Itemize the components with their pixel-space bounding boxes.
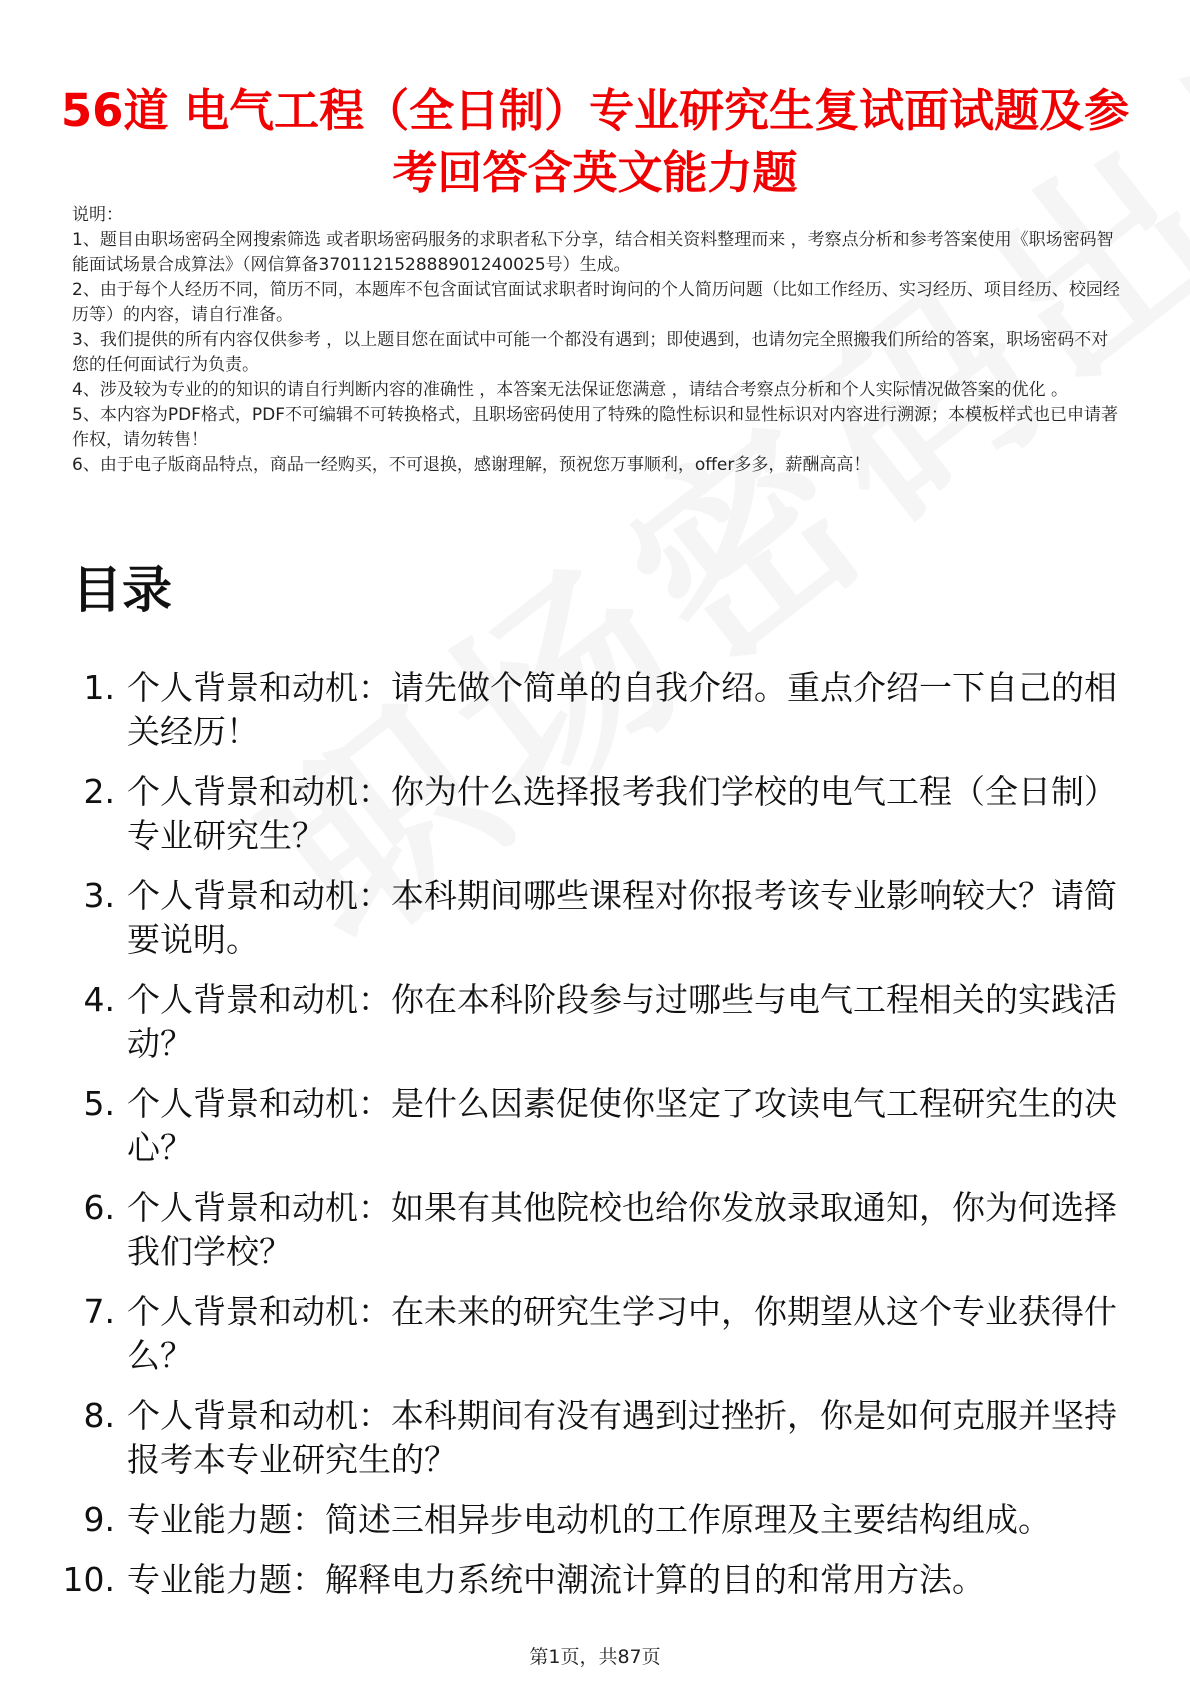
toc-item-text: 个人背景和动机：本科期间哪些课程对你报考该专业影响较大？请简要说明。 (127, 876, 1117, 959)
toc-item[interactable] (60, 978, 1120, 1066)
toc-item[interactable] (60, 1290, 1120, 1378)
toc-item-number: 8. (83, 1396, 115, 1435)
toc-item[interactable] (60, 1498, 1120, 1542)
toc-list (60, 666, 1120, 1618)
toc-item-text: 个人背景和动机：在未来的研究生学习中，你期望从这个专业获得什么？ (127, 1292, 1117, 1375)
note-item: 5、本内容为PDF格式，PDF不可编辑不可转换格式，且职场密码使用了特殊的隐性标识和显性标识对内容进行溯源；本模板样式也已申请著作权，请勿转售！ (72, 405, 1119, 450)
notes-section (72, 203, 1122, 478)
toc-item[interactable] (60, 1082, 1120, 1170)
note-item: 3、我们提供的所有内容仅供参考 ，以上题目您在面试中可能一个都没有遇到；即使遇到，也请勿完全照搬我们所给的答案，职场密码不对您的任何面试行为负责。 (72, 330, 1109, 375)
document-title: 56道 电气工程（全日制）专业研究生复试面试题及参考回答含英文能力题 (60, 84, 1130, 200)
toc-item-number: 10. (62, 1560, 115, 1599)
toc-item-text: 个人背景和动机：如果有其他院校也给你发放录取通知，你为何选择我们学校？ (127, 1188, 1117, 1271)
toc-item-text: 个人背景和动机：你在本科阶段参与过哪些与电气工程相关的实践活动？ (127, 980, 1117, 1063)
toc-item-text: 专业能力题：简述三相异步电动机的工作原理及主要结构组成。 (127, 1500, 1051, 1539)
page-footer: 第1页，共87页 (529, 1646, 661, 1668)
toc-item-text: 个人背景和动机：本科期间有没有遇到过挫折，你是如何克服并坚持报考本专业研究生的？ (127, 1396, 1117, 1479)
toc-item[interactable] (60, 666, 1120, 754)
toc-item-number: 2. (83, 772, 115, 811)
toc-heading: 目录 (72, 561, 172, 619)
toc-item[interactable] (60, 874, 1120, 962)
note-item: 4、涉及较为专业的的知识的请自行判断内容的准确性 ，本答案无法保证您满意 ，请结合考察点分析和个人实际情况做答案的优化 。 (72, 380, 1069, 400)
toc-item-number: 1. (83, 668, 115, 707)
note-item: 6、由于电子版商品特点，商品一经购买，不可退换，感谢理解，预祝您万事顺利，offer多多，薪酬高高！ (72, 455, 871, 475)
toc-item-number: 9. (83, 1500, 115, 1539)
toc-item[interactable] (60, 1558, 1120, 1602)
toc-item-number: 5. (83, 1084, 115, 1123)
toc-item-text: 个人背景和动机：你为什么选择报考我们学校的电气工程（全日制）专业研究生？ (127, 772, 1117, 855)
toc-item[interactable] (60, 1186, 1120, 1274)
notes-heading: 说明： (72, 205, 123, 225)
toc-item-number: 3. (83, 876, 115, 915)
toc-item-text: 专业能力题：解释电力系统中潮流计算的目的和常用方法。 (127, 1560, 985, 1599)
toc-item[interactable] (60, 770, 1120, 858)
toc-item-number: 4. (83, 980, 115, 1019)
toc-item-number: 6. (83, 1188, 115, 1227)
toc-item-text: 个人背景和动机：是什么因素促使你坚定了攻读电气工程研究生的决心？ (127, 1084, 1117, 1167)
toc-item[interactable] (60, 1394, 1120, 1482)
toc-item-text: 个人背景和动机：请先做个简单的自我介绍。重点介绍一下自己的相关经历！ (127, 668, 1117, 751)
note-item: 1、题目由职场密码全网搜索筛选 或者职场密码服务的求职者私下分享，结合相关资料整理而来 ，考察点分析和参考答案使用《职场密码智能面试场景合成算法》（网信算备370112152888901240025号）生成。 (72, 230, 1114, 275)
toc-item-number: 7. (83, 1292, 115, 1331)
note-item: 2、由于每个人经历不同，简历不同，本题库不包含面试官面试求职者时询问的个人简历问题（比如工作经历、实习经历、项目经历、校园经历等）的内容，请自行准备。 (72, 280, 1120, 325)
